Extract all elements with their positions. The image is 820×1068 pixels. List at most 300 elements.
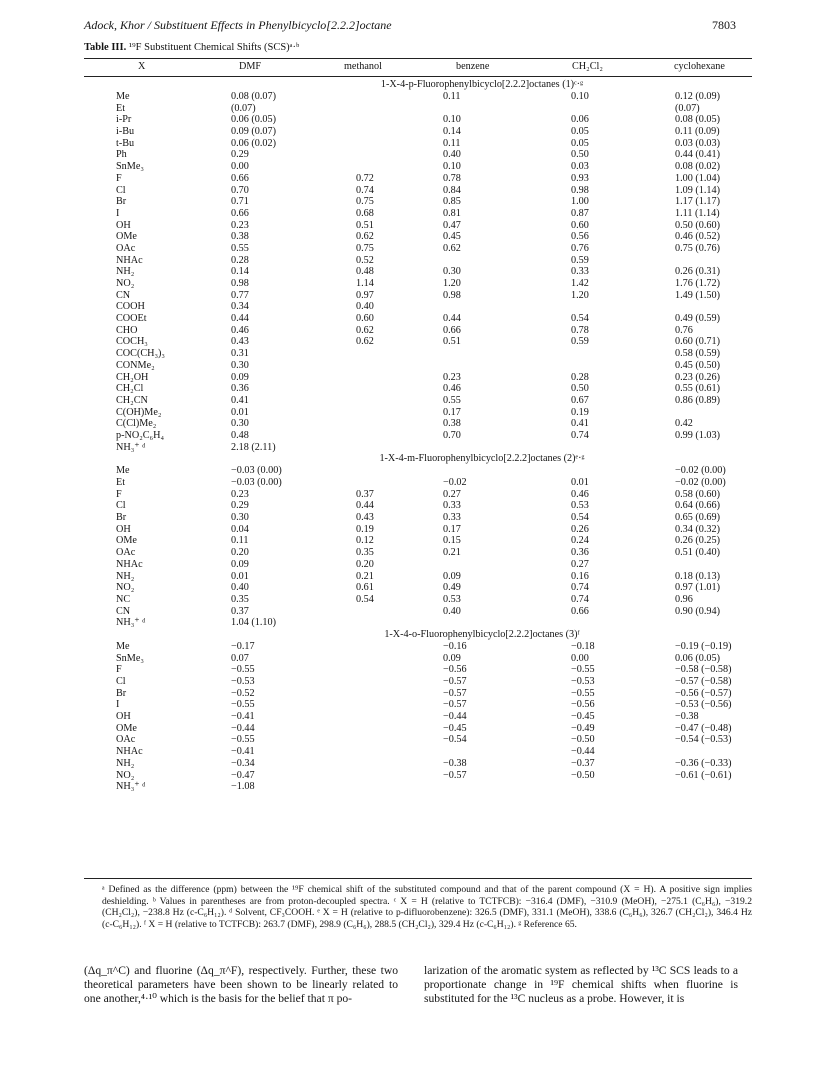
substituent-cell: Ph: [116, 149, 127, 161]
substituent-cell: OAc: [116, 242, 136, 254]
scs-value-cell: 0.06 (0.02): [231, 137, 276, 149]
scs-value-cell: −0.52: [231, 687, 255, 699]
scs-value-cell: 0.31: [231, 348, 249, 360]
scs-value-cell: 0.50: [571, 149, 589, 161]
scs-value-cell: 0.66: [231, 172, 249, 184]
scs-value-cell: −0.57: [443, 687, 467, 699]
scs-value-cell: 0.84: [443, 184, 461, 196]
scs-value-cell: −0.54 (−0.53): [675, 734, 732, 746]
substituent-cell: NHAc: [116, 254, 143, 266]
scs-value-cell: −0.17: [231, 640, 255, 652]
scs-value-cell: 0.19: [571, 406, 589, 418]
scs-value-cell: 0.23: [231, 488, 249, 500]
substituent-cell: NC: [116, 593, 131, 605]
scs-value-cell: 0.76: [571, 242, 589, 254]
scs-value-cell: 0.01: [231, 570, 249, 582]
section-title: [84, 629, 752, 641]
table-row: [84, 395, 752, 407]
scs-value-cell: 0.05: [571, 137, 589, 149]
substituent-cell: NO₂: [116, 582, 135, 594]
table-row: [84, 758, 752, 770]
scs-value-cell: 0.58 (0.59): [675, 348, 720, 360]
body-text-left-column: (Δq_π^C) and fluorine (Δq_π^F), respectively. Further, these two theoretical parameters have been shown to be linearly related to one another,⁴·¹⁰ which is the basis for the belief that π po-: [84, 964, 398, 1005]
scs-value-cell: (0.07): [675, 102, 700, 114]
scs-value-cell: −0.47 (−0.48): [675, 722, 732, 734]
table-row: [84, 547, 752, 559]
table-column-header: [84, 61, 752, 75]
table-row: [84, 594, 752, 606]
scs-value-cell: 0.10: [443, 114, 461, 126]
scs-value-cell: 0.64 (0.66): [675, 500, 720, 512]
scs-value-cell: 0.33: [571, 266, 589, 278]
scs-value-cell: 0.06 (0.05): [231, 114, 276, 126]
scs-value-cell: 0.40: [443, 149, 461, 161]
scs-value-cell: 0.29: [231, 500, 249, 512]
table-row: [84, 442, 752, 454]
scs-value-cell: 0.09: [231, 371, 249, 383]
substituent-cell: Cl: [116, 500, 126, 512]
scs-value-cell: −0.19 (−0.19): [675, 640, 732, 652]
table-title: ¹⁹F Substituent Chemical Shifts (SCS)ᵃ·ᵇ: [128, 42, 300, 53]
table-row: [84, 103, 752, 115]
table-row: [84, 617, 752, 629]
substituent-cell: CN: [116, 605, 131, 617]
substituent-cell: CH₂OH: [116, 371, 149, 383]
scs-value-cell: −0.41: [231, 711, 255, 723]
scs-value-cell: 0.60: [571, 219, 589, 231]
scs-value-cell: 0.12: [356, 535, 374, 547]
substituent-cell: C(OH)Me₂: [116, 406, 162, 418]
scs-value-cell: 0.62: [443, 242, 461, 254]
scs-value-cell: 0.12 (0.09): [675, 91, 720, 102]
scs-value-cell: 0.26 (0.25): [675, 535, 720, 547]
table-row: [84, 524, 752, 536]
table-row: [84, 278, 752, 290]
table-row: [84, 477, 752, 489]
substituent-cell: NH₃⁺ ᵈ: [116, 441, 146, 453]
scs-value-cell: 0.28: [231, 254, 249, 266]
scs-value-cell: 1.49 (1.50): [675, 289, 720, 301]
scs-value-cell: 0.37: [231, 605, 249, 617]
substituent-cell: t-Bu: [116, 137, 135, 149]
scs-value-cell: 1.42: [571, 278, 589, 289]
table-body: [84, 79, 752, 793]
scs-value-cell: 0.97: [356, 289, 374, 301]
scs-value-cell: 2.18 (2.11): [231, 441, 276, 453]
scs-value-cell: 0.26: [571, 523, 589, 535]
scs-value-cell: 1.14: [356, 278, 374, 289]
scs-value-cell: 1.17 (1.17): [675, 196, 720, 208]
substituent-cell: Cl: [116, 184, 126, 196]
scs-value-cell: −0.55: [231, 699, 255, 711]
scs-value-cell: 1.09 (1.14): [675, 184, 720, 196]
table-row: [84, 746, 752, 758]
scs-value-cell: 0.14: [231, 266, 249, 278]
table-row: [84, 582, 752, 594]
scs-value-cell: 0.96: [675, 593, 693, 605]
substituent-cell: Me: [116, 640, 130, 652]
scs-value-cell: 0.24: [571, 535, 589, 547]
table-row: [84, 676, 752, 688]
scs-value-cell: 0.03: [571, 161, 589, 173]
scs-value-cell: 0.44: [443, 313, 461, 325]
table-row: [84, 723, 752, 735]
scs-value-cell: 0.10: [443, 161, 461, 173]
scs-value-cell: 0.53: [443, 593, 461, 605]
table-row: [84, 301, 752, 313]
body-text-right-column: larization of the aromatic system as reflected by ¹³C SCS leads to a proportionate change in ¹⁹F chemical shifts when fluorine is substituted for the ¹³C nucleus as a probe. However, it is: [424, 964, 738, 1005]
scs-value-cell: 0.46 (0.52): [675, 231, 720, 243]
table-row: [84, 407, 752, 419]
scs-value-cell: 0.51 (0.40): [675, 547, 720, 559]
substituent-cell: SnMe₃: [116, 652, 144, 664]
substituent-cell: COOH: [116, 301, 145, 313]
scs-value-cell: 0.30: [231, 359, 249, 371]
substituent-cell: COCH₃: [116, 336, 148, 348]
scs-value-cell: 0.17: [443, 523, 461, 535]
table-row: [84, 430, 752, 442]
scs-value-cell: −0.02: [443, 477, 467, 488]
scs-value-cell: 0.70: [231, 184, 249, 196]
table-row: [84, 489, 752, 501]
table-row: [84, 734, 752, 746]
scs-value-cell: 0.23: [231, 219, 249, 231]
substituent-cell: CONMe₂: [116, 359, 155, 371]
scs-value-cell: 0.00: [231, 161, 249, 173]
scs-value-cell: 1.00 (1.04): [675, 172, 720, 184]
scs-value-cell: 0.74: [571, 582, 589, 594]
scs-value-cell: −0.44: [571, 746, 595, 758]
table-label: Table III.: [84, 42, 127, 53]
table-row: [84, 208, 752, 220]
scs-value-cell: 0.47: [443, 219, 461, 231]
page-number: 7803: [712, 18, 736, 32]
scs-value-cell: 0.55: [231, 242, 249, 254]
table-row: [84, 266, 752, 278]
scs-value-cell: −0.34: [231, 757, 255, 769]
substituent-cell: Br: [116, 196, 127, 208]
scs-value-cell: −0.47: [231, 769, 255, 781]
scs-value-cell: 0.20: [356, 558, 374, 570]
substituent-cell: F: [116, 172, 122, 184]
scs-value-cell: −0.02 (0.00): [675, 465, 726, 477]
substituent-cell: Br: [116, 687, 127, 699]
scs-value-cell: 0.67: [571, 394, 589, 406]
running-title: Adock, Khor / Substituent Effects in Phenylbicyclo[2.2.2]octane: [84, 18, 392, 32]
scs-value-cell: 0.03 (0.03): [675, 137, 720, 149]
scs-value-cell: 0.40: [231, 582, 249, 594]
scs-value-cell: 0.01: [231, 406, 249, 418]
scs-value-cell: 0.70: [443, 429, 461, 441]
substituent-cell: NO₂: [116, 769, 135, 781]
scs-value-cell: −0.49: [571, 722, 595, 734]
substituent-cell: Br: [116, 512, 127, 524]
scs-value-cell: 0.54: [356, 593, 374, 605]
scs-value-cell: 0.66: [443, 324, 461, 336]
substituent-cell: NHAc: [116, 746, 143, 758]
scs-value-cell: −0.56: [443, 664, 467, 676]
scs-value-cell: −0.41: [231, 746, 255, 758]
scs-value-cell: 0.11: [443, 91, 461, 102]
table-row: [84, 325, 752, 337]
scs-value-cell: 0.74: [356, 184, 374, 196]
table-row: [84, 571, 752, 583]
col-header-x: X: [138, 61, 146, 72]
scs-value-cell: 0.16: [571, 570, 589, 582]
scs-value-cell: 1.00: [571, 196, 589, 208]
substituent-cell: i-Bu: [116, 126, 135, 138]
scs-value-cell: 0.58 (0.60): [675, 488, 720, 500]
scs-value-cell: 0.09 (0.07): [231, 126, 276, 138]
scs-value-cell: 0.44: [231, 313, 249, 325]
table-row: [84, 664, 752, 676]
scs-value-cell: 0.62: [356, 336, 374, 348]
scs-value-cell: 0.00: [571, 652, 589, 664]
scs-value-cell: 0.30: [443, 266, 461, 278]
col-header-ch2cl2: CH₂Cl₂: [572, 61, 603, 72]
section-title-text: 1-X-4-p-Fluorophenylbicyclo[2.2.2]octanes (1)ᶜ·ᵍ: [380, 79, 584, 90]
scs-value-cell: 0.59: [571, 254, 589, 266]
substituent-cell: NH₂: [116, 266, 135, 278]
scs-value-cell: 0.48: [231, 429, 249, 441]
scs-value-cell: −0.03 (0.00): [231, 465, 282, 477]
scs-value-cell: 0.98: [571, 184, 589, 196]
scs-value-cell: 0.09: [443, 652, 461, 664]
table-row: [84, 699, 752, 711]
table-row: [84, 500, 752, 512]
section-title-text: 1-X-4-o-Fluorophenylbicyclo[2.2.2]octanes (3)ᶠ: [384, 628, 580, 640]
table-row: [84, 535, 752, 547]
scs-value-cell: 0.74: [571, 429, 589, 441]
substituent-cell: OAc: [116, 734, 136, 746]
table-row: [84, 114, 752, 126]
substituent-cell: OH: [116, 219, 131, 231]
scs-value-cell: 0.46: [571, 488, 589, 500]
substituent-cell: CN: [116, 289, 131, 301]
scs-value-cell: 0.49 (0.59): [675, 313, 720, 325]
scs-value-cell: 0.37: [356, 488, 374, 500]
scs-value-cell: 0.72: [356, 172, 374, 184]
scs-value-cell: 0.14: [443, 126, 461, 138]
scs-value-cell: −0.18: [571, 640, 595, 652]
scs-value-cell: 1.11 (1.14): [675, 207, 720, 219]
scs-value-cell: −0.53: [571, 676, 595, 687]
scs-value-cell: 0.35: [356, 547, 374, 559]
table-row: [84, 149, 752, 161]
col-header-dmf: DMF: [239, 61, 262, 72]
scs-value-cell: 0.46: [231, 324, 249, 336]
scs-value-cell: −1.08: [231, 781, 255, 793]
substituent-cell: OH: [116, 523, 131, 535]
table-row: [84, 255, 752, 267]
scs-value-cell: 0.62: [356, 231, 374, 243]
scs-value-cell: −0.50: [571, 734, 595, 746]
scs-value-cell: 0.50: [571, 383, 589, 395]
substituent-cell: OH: [116, 711, 131, 723]
scs-value-cell: 0.41: [231, 394, 249, 406]
scs-value-cell: 1.04 (1.10): [231, 617, 276, 629]
scs-value-cell: 0.76: [675, 324, 693, 336]
table-row: [84, 243, 752, 255]
scs-value-cell: 0.18 (0.13): [675, 570, 720, 582]
scs-value-cell: 0.17: [443, 406, 461, 418]
table-row: [84, 336, 752, 348]
scs-value-cell: 0.08 (0.02): [675, 161, 720, 173]
col-header-cyclohexane: cyclohexane: [674, 61, 725, 72]
scs-value-cell: 0.52: [356, 254, 374, 266]
substituent-cell: C(Cl)Me₂: [116, 418, 157, 430]
scs-value-cell: 0.34 (0.32): [675, 523, 720, 535]
scs-value-cell: 0.28: [571, 371, 589, 383]
substituent-cell: Me: [116, 91, 130, 102]
scs-value-cell: 0.36: [231, 383, 249, 395]
table-row: [84, 185, 752, 197]
scs-value-cell: 0.42: [675, 418, 693, 430]
scs-value-cell: 0.43: [231, 336, 249, 348]
scs-value-cell: −0.57: [443, 676, 467, 687]
scs-value-cell: 0.59: [571, 336, 589, 348]
scs-value-cell: 0.36: [571, 547, 589, 559]
scs-value-cell: −0.54: [443, 734, 467, 746]
substituent-cell: Et: [116, 102, 126, 114]
substituent-cell: CH₂CN: [116, 394, 148, 406]
scs-value-cell: 0.77: [231, 289, 249, 301]
scs-value-cell: 0.38: [443, 418, 461, 430]
scs-value-cell: 0.11: [443, 137, 461, 149]
scs-value-cell: 0.33: [443, 500, 461, 512]
scs-value-cell: −0.44: [443, 711, 467, 723]
scs-value-cell: −0.57 (−0.58): [675, 676, 732, 687]
scs-value-cell: 0.90 (0.94): [675, 605, 720, 617]
substituent-cell: CHO: [116, 324, 138, 336]
scs-value-cell: 0.08 (0.07): [231, 91, 276, 102]
scs-value-cell: −0.55: [231, 734, 255, 746]
scs-value-cell: 0.60: [356, 313, 374, 325]
table-row: [84, 688, 752, 700]
scs-value-cell: −0.61 (−0.61): [675, 769, 732, 781]
scs-value-cell: 0.01: [571, 477, 589, 488]
table-top-rule: [84, 58, 752, 59]
scs-value-cell: 0.98: [443, 289, 461, 301]
col-header-methanol: methanol: [344, 61, 382, 72]
scs-value-cell: 0.41: [571, 418, 589, 430]
scs-value-cell: 0.98: [231, 278, 249, 289]
scs-value-cell: 0.09: [443, 570, 461, 582]
scs-value-cell: −0.53: [231, 676, 255, 687]
table-row: [84, 781, 752, 793]
scs-value-cell: −0.37: [571, 757, 595, 769]
substituent-cell: NH₂: [116, 570, 135, 582]
scs-value-cell: (0.07): [231, 102, 256, 114]
table-row: [84, 138, 752, 150]
scs-value-cell: 0.51: [443, 336, 461, 348]
table-caption: [84, 42, 299, 53]
scs-value-cell: 0.46: [443, 383, 461, 395]
substituent-cell: p-NO₂C₆H₄: [116, 429, 165, 441]
substituent-cell: F: [116, 664, 122, 676]
scs-value-cell: 0.65 (0.69): [675, 512, 720, 524]
scs-value-cell: −0.55: [571, 687, 595, 699]
scs-value-cell: 0.71: [231, 196, 249, 208]
scs-value-cell: 0.44 (0.41): [675, 149, 720, 161]
scs-value-cell: 0.30: [231, 418, 249, 430]
scs-value-cell: −0.53 (−0.56): [675, 699, 732, 711]
scs-value-cell: 1.76 (1.72): [675, 278, 720, 289]
table-row: [84, 641, 752, 653]
substituent-cell: Cl: [116, 676, 126, 687]
scs-value-cell: 0.30: [231, 512, 249, 524]
scs-value-cell: 0.54: [571, 512, 589, 524]
scs-value-cell: 0.55: [443, 394, 461, 406]
scs-value-cell: 0.62: [356, 324, 374, 336]
scs-value-cell: 0.97 (1.01): [675, 582, 720, 594]
substituent-cell: F: [116, 488, 122, 500]
substituent-cell: COC(CH₃)₃: [116, 348, 165, 360]
scs-value-cell: 0.23: [443, 371, 461, 383]
scs-value-cell: 0.23 (0.26): [675, 371, 720, 383]
substituent-cell: OMe: [116, 722, 137, 734]
scs-value-cell: 0.06 (0.05): [675, 652, 720, 664]
table-footnote: [84, 884, 752, 930]
scs-value-cell: 0.05: [571, 126, 589, 138]
table-row: [84, 91, 752, 103]
scs-value-cell: −0.44: [231, 722, 255, 734]
footnote-text: ᵃ Defined as the difference (ppm) between the ¹⁹F chemical shift of the substituted compound and that of the parent compound (X = H). A positive sign implies deshielding. ᵇ Values in parentheses are from proton-decoupled spectra. ᶜ X = H (relative to TCTFCB): −316.4 (DMF), −310.9 (MeOH), −275.1 (C₆H₆), −319.2 (CH₂Cl₂), −238.8 Hz (c-C₆H₁₂). ᵈ Solvent, CF₃COOH. ᵉ X = H (relative to p-difluorobenzene): 326.5 (DMF), 331.1 (MeOH), 338.6 (C₆H₆), 326.7 (CH₂Cl₂), 346.4 Hz (c-C₆H₁₂). ᶠ X = H (relative to TCTFCB): 263.7 (DMF), 298.9 (C₆H₆), 288.5 (CH₂Cl₂), 329.4 Hz (c-C₆H₁₂). ᵍ Reference 65.: [102, 884, 752, 930]
scs-value-cell: 0.11: [231, 535, 249, 547]
scs-value-cell: −0.03 (0.00): [231, 477, 282, 488]
scs-value-cell: 0.04: [231, 523, 249, 535]
table-row: [84, 559, 752, 571]
scs-value-cell: 0.61: [356, 582, 374, 594]
scs-value-cell: 0.26 (0.31): [675, 266, 720, 278]
substituent-cell: I: [116, 699, 120, 711]
running-header: [84, 18, 736, 34]
table-row: [84, 711, 752, 723]
scs-value-cell: 0.08 (0.05): [675, 114, 720, 126]
scs-value-cell: 0.43: [356, 512, 374, 524]
substituent-cell: i-Pr: [116, 114, 132, 126]
scs-value-cell: 0.87: [571, 207, 589, 219]
scs-value-cell: 0.19: [356, 523, 374, 535]
table-bottom-rule: [84, 878, 752, 879]
substituent-cell: OMe: [116, 231, 137, 243]
scs-value-cell: 0.34: [231, 301, 249, 313]
scs-value-cell: 0.44: [356, 500, 374, 512]
scs-value-cell: 0.40: [443, 605, 461, 617]
table-row: [84, 290, 752, 302]
scs-value-cell: 0.11 (0.09): [675, 126, 720, 138]
scs-value-cell: 0.66: [231, 207, 249, 219]
scs-value-cell: 0.75: [356, 196, 374, 208]
scs-value-cell: 0.21: [356, 570, 374, 582]
scs-value-cell: −0.16: [443, 640, 467, 652]
scs-value-cell: 0.75 (0.76): [675, 242, 720, 254]
scs-value-cell: −0.56 (−0.57): [675, 687, 732, 699]
scs-value-cell: 0.54: [571, 313, 589, 325]
scs-value-cell: 0.78: [443, 172, 461, 184]
scs-value-cell: −0.36 (−0.33): [675, 757, 732, 769]
substituent-cell: CH₂Cl: [116, 383, 144, 395]
scs-value-cell: 0.49: [443, 582, 461, 594]
scs-value-cell: 0.29: [231, 149, 249, 161]
table-row: [84, 653, 752, 665]
scs-value-cell: 0.86 (0.89): [675, 394, 720, 406]
scs-value-cell: 0.09: [231, 558, 249, 570]
table-row: [84, 770, 752, 782]
scs-value-cell: −0.55: [571, 664, 595, 676]
scs-value-cell: 0.85: [443, 196, 461, 208]
section-title: [84, 79, 752, 91]
